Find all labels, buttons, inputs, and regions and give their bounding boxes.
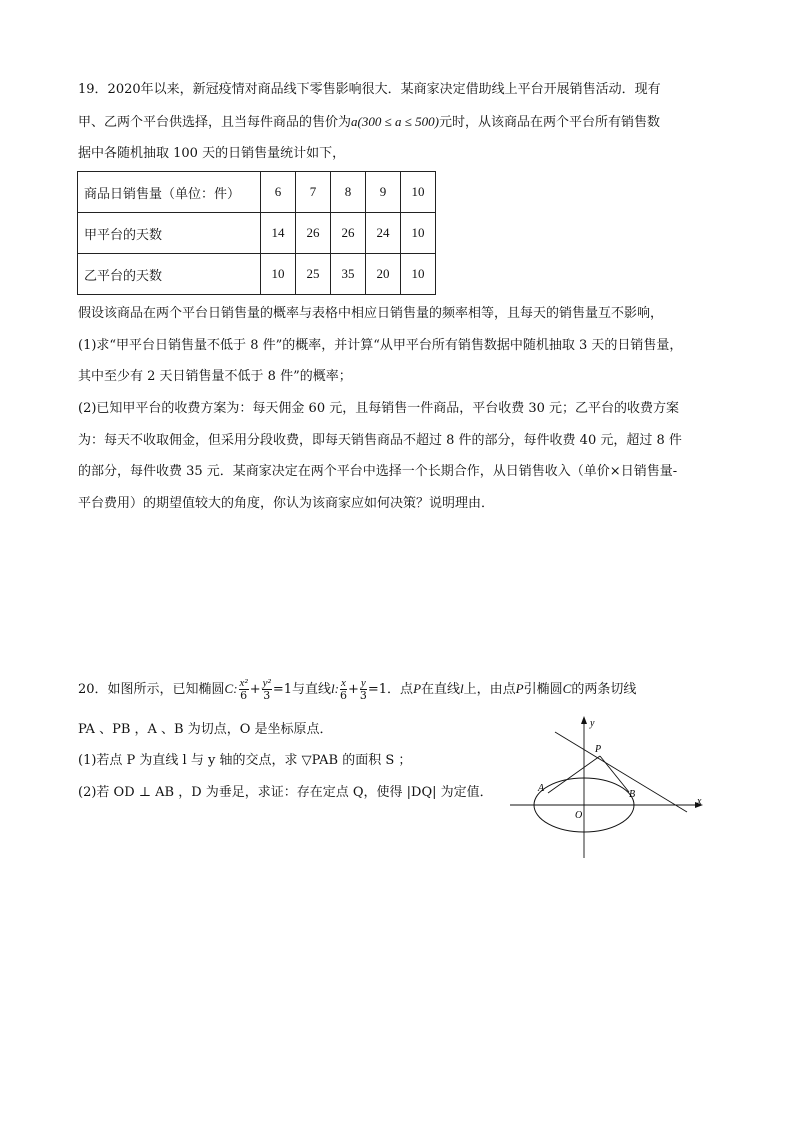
ellipse-c: C (562, 681, 572, 696)
frac-denominator: 6 (240, 689, 248, 702)
table-cell: 20 (366, 254, 401, 295)
q19-line1: 19．2020年以来，新冠疫情对商品线下零售影响很大．某商家决定借助线上平台开展销售活动．现有 (78, 82, 661, 97)
q19-part1-line1: (1)求“甲平台日销售量不低于 8 件”的概率，并计算“从甲平台所有销售数据中随机抽取 3 天的日销售量， (78, 338, 683, 353)
equals-one: =1 (272, 682, 292, 697)
point-p: P (413, 681, 422, 696)
q19-part1-line2: 其中至少有 2 天日销售量不低于 8 件”的概率； (78, 369, 352, 384)
label-x: x (697, 796, 702, 807)
table-header-label: 商品日销售量（单位：件） (78, 172, 261, 213)
q20-intro-f: 引椭圆 (523, 682, 563, 697)
label-p: P (595, 744, 602, 755)
sales-table (77, 171, 436, 295)
frac-denominator: 6 (339, 689, 347, 702)
q20-intro-a: 20．如图所示，已知椭圆 (78, 682, 225, 697)
line-l (555, 732, 687, 812)
table-row (78, 254, 436, 295)
q19-price-range: a(300 ≤ a ≤ 500) (351, 114, 439, 129)
ellipse-prefix: C: (224, 681, 238, 696)
q19-line3: 据中各随机抽取 100 天的日销售量统计如下， (78, 146, 346, 161)
q20-intro-g: 的两条切线 (571, 682, 637, 697)
plus-sign: + (249, 682, 261, 697)
table-col: 8 (331, 172, 366, 213)
frac-x2-6 (239, 678, 249, 701)
table-cell: 10 (261, 254, 296, 295)
frac-denominator: 3 (359, 689, 367, 702)
q19-part2-line1: (2)已知甲平台的收费方案为：每天佣金 60 元，且每销售一件商品，平台收费 30 元；乙平台的收费方案 (78, 401, 680, 416)
label-a: A (538, 783, 545, 794)
table-col: 9 (366, 172, 401, 213)
line-l: l (460, 681, 464, 696)
q19-line2a: 甲、乙两个平台供选择，且当每件商品的售价为 (78, 115, 352, 130)
q20-part2: (2)若 OD ⊥ AB ，D 为垂足，求证：存在定点 Q，使得 |DQ| 为定值． (78, 785, 493, 800)
table-cell: 25 (296, 254, 331, 295)
q20-line1 (78, 676, 636, 703)
tangent-pa (548, 756, 600, 793)
frac-y-3 (360, 678, 367, 701)
table-cell: 26 (331, 213, 366, 254)
q20-part1: (1)若点 P 为直线 l 与 y 轴的交点，求 ▽PAB 的面积 S ； (78, 753, 412, 768)
q19-line2b: 元时，从该商品在两个平台所有销售数 (438, 115, 660, 130)
table-col: 7 (296, 172, 331, 213)
label-y: y (590, 718, 595, 729)
table-row-label: 乙平台的天数 (78, 254, 261, 295)
q20-intro-d: 在直线 (421, 682, 461, 697)
frac-numerator: y² (262, 677, 271, 689)
table-cell: 24 (366, 213, 401, 254)
plus-sign: + (347, 682, 359, 697)
table-cell: 10 (401, 254, 436, 295)
q20-intro-b: 与直线 (292, 682, 332, 697)
q20-intro-c: ．点 (387, 682, 414, 697)
label-o: O (575, 810, 583, 821)
table-cell: 35 (331, 254, 366, 295)
y-axis-arrow (581, 716, 587, 724)
table-cell: 10 (401, 213, 436, 254)
table-row (78, 213, 436, 254)
equals-one: =1 (367, 682, 388, 697)
point-p: P (515, 681, 524, 696)
q20-line2: PA 、PB ，A 、B 为切点，O 是坐标原点． (78, 722, 333, 737)
q19-assumption: 假设该商品在两个平台日销售量的概率与表格中相应日销售量的频率相等，且每天的销售量互不影响， (78, 306, 664, 321)
q20-intro-e: 上，由点 (463, 682, 516, 697)
q19-part2-line2: 为：每天不收取佣金，但采用分段收费，即每天销售商品不超过 8 件的部分，每件收费 40 元，超过 8 件 (78, 433, 682, 448)
frac-numerator: x (341, 677, 346, 689)
table-header-row (78, 172, 436, 213)
line-prefix: l: (331, 681, 339, 696)
table-col: 6 (261, 172, 296, 213)
frac-x-6 (340, 678, 347, 701)
frac-denominator: 3 (263, 689, 271, 702)
ellipse-figure (505, 712, 715, 862)
q19-part2-line3: 的部分，每件收费 35 元．某商家决定在两个平台中选择一个长期合作，从日销售收入（单价×日销售量- (78, 464, 678, 479)
q19-part2-line4: 平台费用）的期望值较大的角度，你认为该商家应如何决策？说明理由． (78, 496, 495, 511)
q19-line2 (78, 114, 660, 131)
frac-numerator: x² (239, 677, 248, 689)
frac-numerator: y (360, 677, 366, 689)
frac-y2-3 (262, 678, 272, 701)
table-col: 10 (401, 172, 436, 213)
table-row-label: 甲平台的天数 (78, 213, 261, 254)
table-cell: 26 (296, 213, 331, 254)
label-b: B (629, 789, 636, 800)
table-cell: 14 (261, 213, 296, 254)
